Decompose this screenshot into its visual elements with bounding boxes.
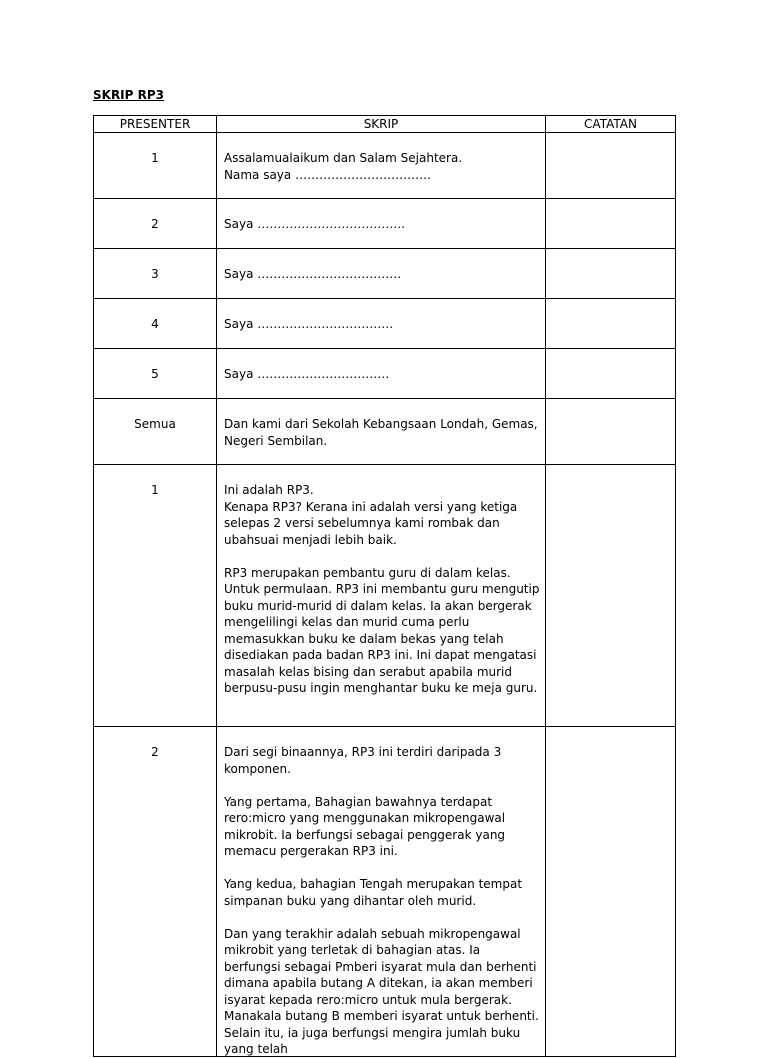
document-title: SKRIP RP3	[93, 88, 165, 102]
skrip-paragraph: Saya ………………………………	[224, 267, 402, 281]
presenter-cell: 2	[94, 727, 217, 1057]
skrip-paragraph: Saya ……………………………	[224, 367, 390, 381]
skrip-cell	[217, 349, 546, 399]
skrip-paragraph: Yang kedua, bahagian Tengah merupakan tempat simpanan buku yang dihantar oleh murid.	[224, 877, 523, 908]
skrip-paragraph: Dari segi binaannya, RP3 ini terdiri daripada 3 komponen.	[224, 745, 502, 776]
skrip-paragraph: Saya ……………………………….	[224, 217, 406, 231]
script-table	[93, 115, 676, 1057]
presenter-cell: 1	[94, 465, 217, 727]
skrip-cell	[217, 133, 546, 199]
table-row	[94, 249, 676, 299]
skrip-paragraph: Saya …………………………….	[224, 317, 394, 331]
catatan-cell	[546, 133, 676, 199]
catatan-cell	[546, 199, 676, 249]
table-row	[94, 349, 676, 399]
skrip-paragraph: Assalamualaikum dan Salam Sejahtera. Nama saya …………………………….	[224, 151, 463, 182]
catatan-cell	[546, 465, 676, 727]
skrip-paragraph: Dan kami dari Sekolah Kebangsaan Londah, Gemas, Negeri Sembilan.	[224, 417, 538, 448]
skrip-paragraph: Yang pertama, Bahagian bawahnya terdapat rero:micro yang menggunakan mikropengawal mikrobit. Ia berfungsi sebagai penggerak yang memacu pergerakan RP3 ini.	[224, 794, 506, 858]
catatan-cell	[546, 399, 676, 465]
table-row	[94, 465, 676, 727]
table-row	[94, 399, 676, 465]
skrip-cell	[217, 199, 546, 249]
table-header-row	[94, 116, 676, 133]
skrip-paragraph: Ini adalah RP3. Kenapa RP3? Kerana ini adalah versi yang ketiga selepas 2 versi sebelumnya kami rombak dan ubahsuai menjadi lebih baik.	[224, 483, 518, 547]
presenter-cell: 3	[94, 249, 217, 299]
header-skrip: SKRIP	[217, 116, 546, 133]
catatan-cell	[546, 349, 676, 399]
skrip-paragraph: Dan yang terakhir adalah sebuah mikropengawal mikrobit yang terletak di bahagian atas. Ia berfungsi sebagai Pmberi isyarat mula dan berhenti dimana apabila butang A ditekan, ia akan memberi isyarat kepada rero:micro untuk mula bergerak. Manakala butang B memberi isyarat untuk berhenti. Selain itu, ia juga berfungsi mengira jumlah buku yang telah	[224, 926, 539, 1056]
catatan-cell	[546, 727, 676, 1057]
catatan-cell	[546, 249, 676, 299]
table-row	[94, 199, 676, 249]
presenter-cell: Semua	[94, 399, 217, 465]
catatan-cell	[546, 299, 676, 349]
skrip-cell	[217, 249, 546, 299]
skrip-cell	[217, 399, 546, 465]
presenter-cell: 1	[94, 133, 217, 199]
table-row	[94, 133, 676, 199]
skrip-paragraph: RP3 merupakan pembantu guru di dalam kelas. Untuk permulaan. RP3 ini membantu guru mengutip buku murid-murid di dalam kelas. Ia akan bergerak mengelilingi kelas dan murid cuma perlu memasukkan buku ke dalam bekas yang telah disediakan pada badan RP3 ini. Ini dapat mengatasi masalah kelas bising dan serabut apabila murid berpusu-pusu ingin menghantar buku ke meja guru.	[224, 565, 540, 695]
table-row	[94, 727, 676, 1057]
header-presenter: PRESENTER	[94, 116, 217, 133]
presenter-cell: 4	[94, 299, 217, 349]
skrip-cell	[217, 299, 546, 349]
presenter-cell: 5	[94, 349, 217, 399]
presenter-cell: 2	[94, 199, 217, 249]
header-catatan: CATATAN	[546, 116, 676, 133]
table-row	[94, 299, 676, 349]
skrip-cell	[217, 727, 546, 1057]
skrip-cell	[217, 465, 546, 727]
